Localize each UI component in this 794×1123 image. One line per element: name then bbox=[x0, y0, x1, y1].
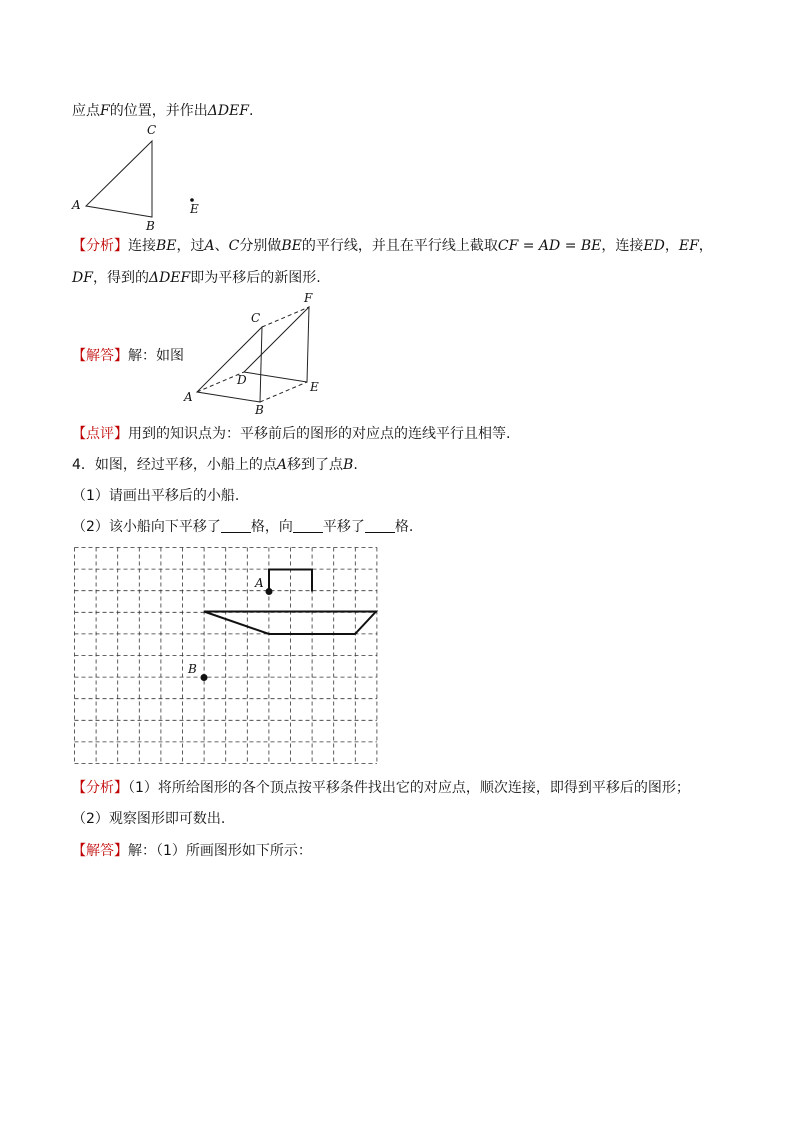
label-b: B bbox=[188, 662, 197, 676]
point-a bbox=[266, 588, 273, 595]
analysis-text: ，过 bbox=[176, 238, 205, 254]
figure-boat-grid bbox=[74, 547, 380, 765]
var-c: C bbox=[228, 238, 240, 254]
label-e: E bbox=[190, 202, 199, 216]
figure-triangle-abc bbox=[60, 118, 220, 233]
answer-2-line bbox=[72, 841, 312, 861]
analysis-1-line-2 bbox=[72, 268, 321, 288]
question-text: 移到了点 bbox=[287, 457, 344, 473]
question-text: 平移了 bbox=[322, 519, 365, 535]
label-a: A bbox=[72, 198, 81, 212]
question-4-stem bbox=[72, 455, 358, 475]
label-a: A bbox=[255, 576, 264, 590]
label-f: F bbox=[304, 291, 313, 305]
analysis-text: 、 bbox=[214, 238, 229, 254]
question-text: . bbox=[353, 457, 358, 473]
analysis-tag: 【分析】 bbox=[72, 780, 128, 796]
var-a: A bbox=[204, 238, 215, 254]
var-f: F bbox=[100, 103, 110, 119]
boat-cabin bbox=[269, 570, 312, 592]
analysis-text: ， bbox=[698, 238, 713, 254]
boat-hull bbox=[204, 612, 376, 635]
grid-lines bbox=[75, 548, 377, 764]
analysis-text: 分别做 bbox=[239, 238, 282, 254]
intro-text: . bbox=[249, 103, 254, 119]
label-a: A bbox=[184, 390, 193, 404]
figure-translation bbox=[180, 290, 340, 420]
answer-text: 解：如图 bbox=[128, 348, 184, 364]
label-d: D bbox=[237, 373, 247, 387]
question-4-part-1 bbox=[72, 486, 239, 506]
var-a: A bbox=[276, 457, 288, 473]
analysis-text: 连接 bbox=[128, 238, 156, 254]
equation: CF = AD = BE bbox=[497, 238, 602, 254]
segment-be: BE bbox=[156, 238, 177, 254]
analysis-text: 的平行线，并且在平行线上截取 bbox=[301, 238, 498, 254]
analysis-1-line-1 bbox=[72, 236, 713, 256]
label-c: C bbox=[147, 123, 157, 137]
analysis-text: ，连接 bbox=[601, 238, 644, 254]
comment-text: 用到的知识点为：平移前后的图形的对应点的连线平行且相等. bbox=[128, 426, 511, 442]
intro-text: 的位置，并作出 bbox=[109, 103, 208, 119]
analysis-text: ，得到的 bbox=[92, 270, 149, 286]
question-4-part-2 bbox=[72, 517, 413, 537]
analysis-text: （2）观察图形即可数出. bbox=[72, 811, 226, 827]
answer-blank[interactable] bbox=[293, 518, 323, 533]
answer-tag: 【解答】 bbox=[72, 843, 128, 859]
triangle-def: ΔDEF bbox=[148, 270, 191, 286]
analysis-tag: 【分析】 bbox=[72, 238, 128, 254]
answer-text: 解：（1）所画图形如下所示： bbox=[128, 843, 312, 859]
question-text: 格，向 bbox=[250, 519, 293, 535]
question-text: （2）该小船向下平移了 bbox=[72, 519, 221, 535]
segment-be: BE bbox=[281, 238, 302, 254]
analysis-text: （1）将所给图形的各个顶点按平移条件找出它的对应点，顺次连接，即得到平移后的图形； bbox=[128, 780, 690, 796]
answer-blank[interactable] bbox=[365, 518, 395, 533]
segment-be bbox=[260, 382, 307, 402]
analysis-2-line-1 bbox=[72, 778, 690, 798]
question-text: 格. bbox=[394, 519, 414, 535]
comment-tag: 【点评】 bbox=[72, 426, 128, 442]
analysis-text: ， bbox=[664, 238, 679, 254]
segment-cf bbox=[262, 307, 309, 327]
question-text: （1）请画出平移后的小船. bbox=[72, 488, 240, 504]
label-b: B bbox=[146, 219, 155, 233]
label-e: E bbox=[310, 380, 319, 394]
segment-ed: ED bbox=[643, 238, 665, 254]
question-text: 4．如图，经过平移，小船上的点 bbox=[72, 457, 277, 473]
triangle-abc bbox=[197, 327, 262, 402]
label-b: B bbox=[255, 403, 264, 417]
comment-1-line bbox=[72, 424, 510, 444]
answer-1-line bbox=[72, 346, 184, 366]
intro-text: 应点 bbox=[72, 103, 100, 119]
point-b bbox=[201, 674, 208, 681]
label-c: C bbox=[251, 311, 261, 325]
triangle-abc bbox=[86, 141, 152, 217]
segment-ef: EF bbox=[678, 238, 699, 254]
segment-df: DF bbox=[72, 270, 93, 286]
answer-blank[interactable] bbox=[221, 518, 251, 533]
triangle-def: ΔDEF bbox=[207, 103, 249, 119]
var-b: B bbox=[343, 457, 354, 473]
analysis-2-line-2 bbox=[72, 809, 225, 829]
answer-tag: 【解答】 bbox=[72, 348, 128, 364]
analysis-text: 即为平移后的新图形. bbox=[190, 270, 321, 286]
